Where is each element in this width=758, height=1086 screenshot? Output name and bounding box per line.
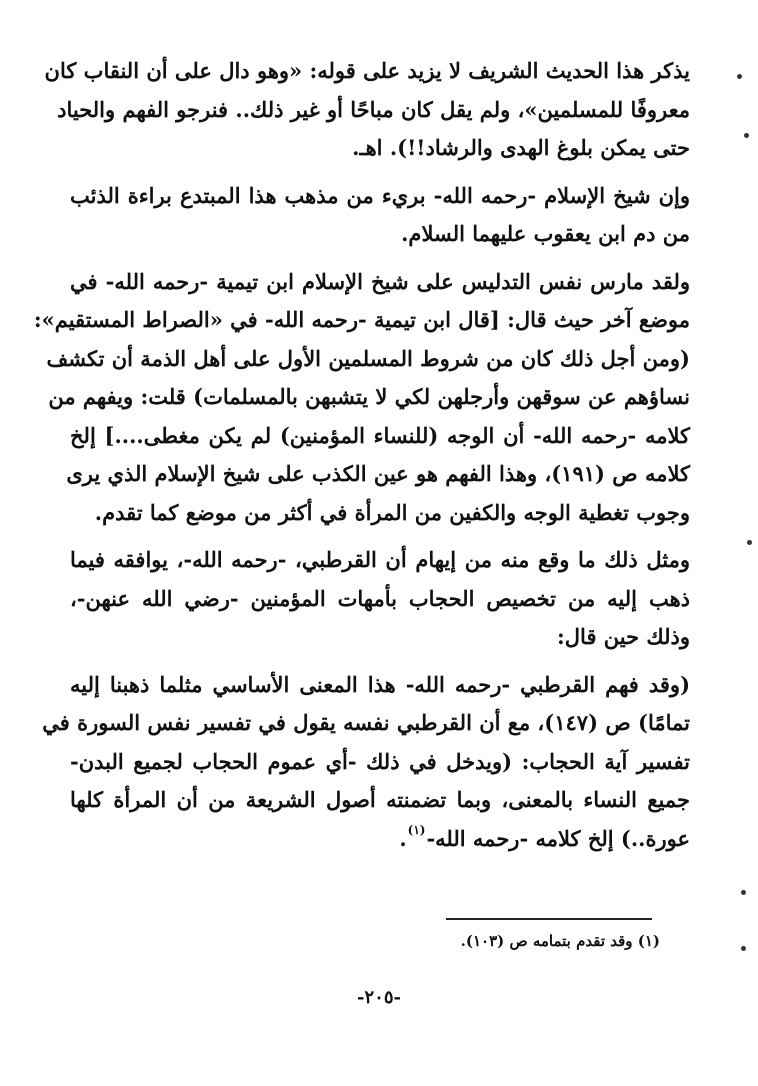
text-line <box>70 820 690 859</box>
page-number: -٢٠٥- <box>357 987 401 1008</box>
text-line: حتى يمكن بلوغ الهدى والرشاد!!). اهـ. <box>352 135 690 160</box>
scan-speck <box>747 540 752 545</box>
text-line: موضع آخر حيث قال: [قال ابن تيمية -رحمه الله- في «الصراط المستقيم»: <box>33 307 690 332</box>
text-line: تمامًا) ص (١٤٧)، مع أن القرطبي نفسه يقول في تفسير نفس السورة في <box>42 710 690 735</box>
text-line: وذلك حين قال: <box>557 624 690 649</box>
text-line-content: عورة..) إلخ كلامه -رحمه الله- <box>426 825 690 851</box>
text-line: يذكر هذا الحديث الشريف لا يزيد على قوله: «وهو دال على أن النقاب كان <box>44 58 690 83</box>
text-line: كلامه ص (١٩١)، وهذا الفهم هو عين الكذب على شيخ الإسلام الذي يرى <box>66 461 690 486</box>
scan-speck <box>744 133 749 138</box>
footnote: (١) وقد تقدم بتمامه ص (١٠٣). <box>460 932 660 950</box>
text-line: تفسير آية الحجاب: (ويدخل في ذلك -أي عموم الحجاب لجميع البدن- <box>70 748 690 774</box>
text-line: (ومن أجل ذلك كان من شروط المسلمين الأول على أهل الذمة أن تكشف <box>46 345 690 371</box>
text-line: وإن شيخ الإسلام -رحمه الله- بريء من مذهب هذا المبتدع براءة الذئب <box>70 182 690 208</box>
paragraph-5 <box>42 666 691 859</box>
text-line: نساؤهم عن سوقهن وأرجلهن لكي لا يتشبهن بالمسلمات) قلت: ويفهم من <box>48 384 690 409</box>
text-line: من دم ابن يعقوب عليهما السلام. <box>401 221 690 246</box>
footnote-reference[interactable]: (١) <box>407 822 426 837</box>
text-line: ذهب إليه من تخصيص الحجاب بأمهات المؤمنين -رضي الله عنهن-، <box>70 585 690 611</box>
text-line: جميع النساء بالمعنى، وبما تضمنته أصول الشريعة من أن المرأة كلها <box>70 787 690 812</box>
text-line: (وقد فهم القرطبي -رحمه الله- هذا المعنى الأساسي مثلما ذهبنا إليه <box>70 671 691 697</box>
text-line: ولقد مارس نفس التدليس على شيخ الإسلام ابن تيمية -رحمه الله- في <box>70 268 690 294</box>
sentence-end: . <box>399 825 407 851</box>
scan-speck <box>741 890 746 895</box>
paragraph-3 <box>33 263 690 533</box>
main-text <box>33 52 691 867</box>
paragraph-4 <box>70 541 690 657</box>
paragraph-2 <box>70 177 690 254</box>
scan-speck <box>741 946 746 951</box>
text-line: كلامه -رحمه الله- أن الوجه (للنساء المؤمنين) لم يكن مغطى....] إلخ <box>70 422 690 448</box>
text-line: ومثل ذلك ما وقع منه من إيهام أن القرطبي، -رحمه الله-، يوافقه فيما <box>70 547 690 572</box>
footnote-divider <box>446 918 652 920</box>
text-line: معروفًا للمسلمين»، ولم يقل كان مباحًا أو غير ذلك.. فنرجو الفهم والحياد <box>57 96 690 122</box>
scan-speck <box>737 74 742 79</box>
paragraph-1 <box>44 52 690 168</box>
text-line: وجوب تغطية الوجه والكفين من المرأة في أكثر من موضع كما تقدم. <box>94 499 690 525</box>
